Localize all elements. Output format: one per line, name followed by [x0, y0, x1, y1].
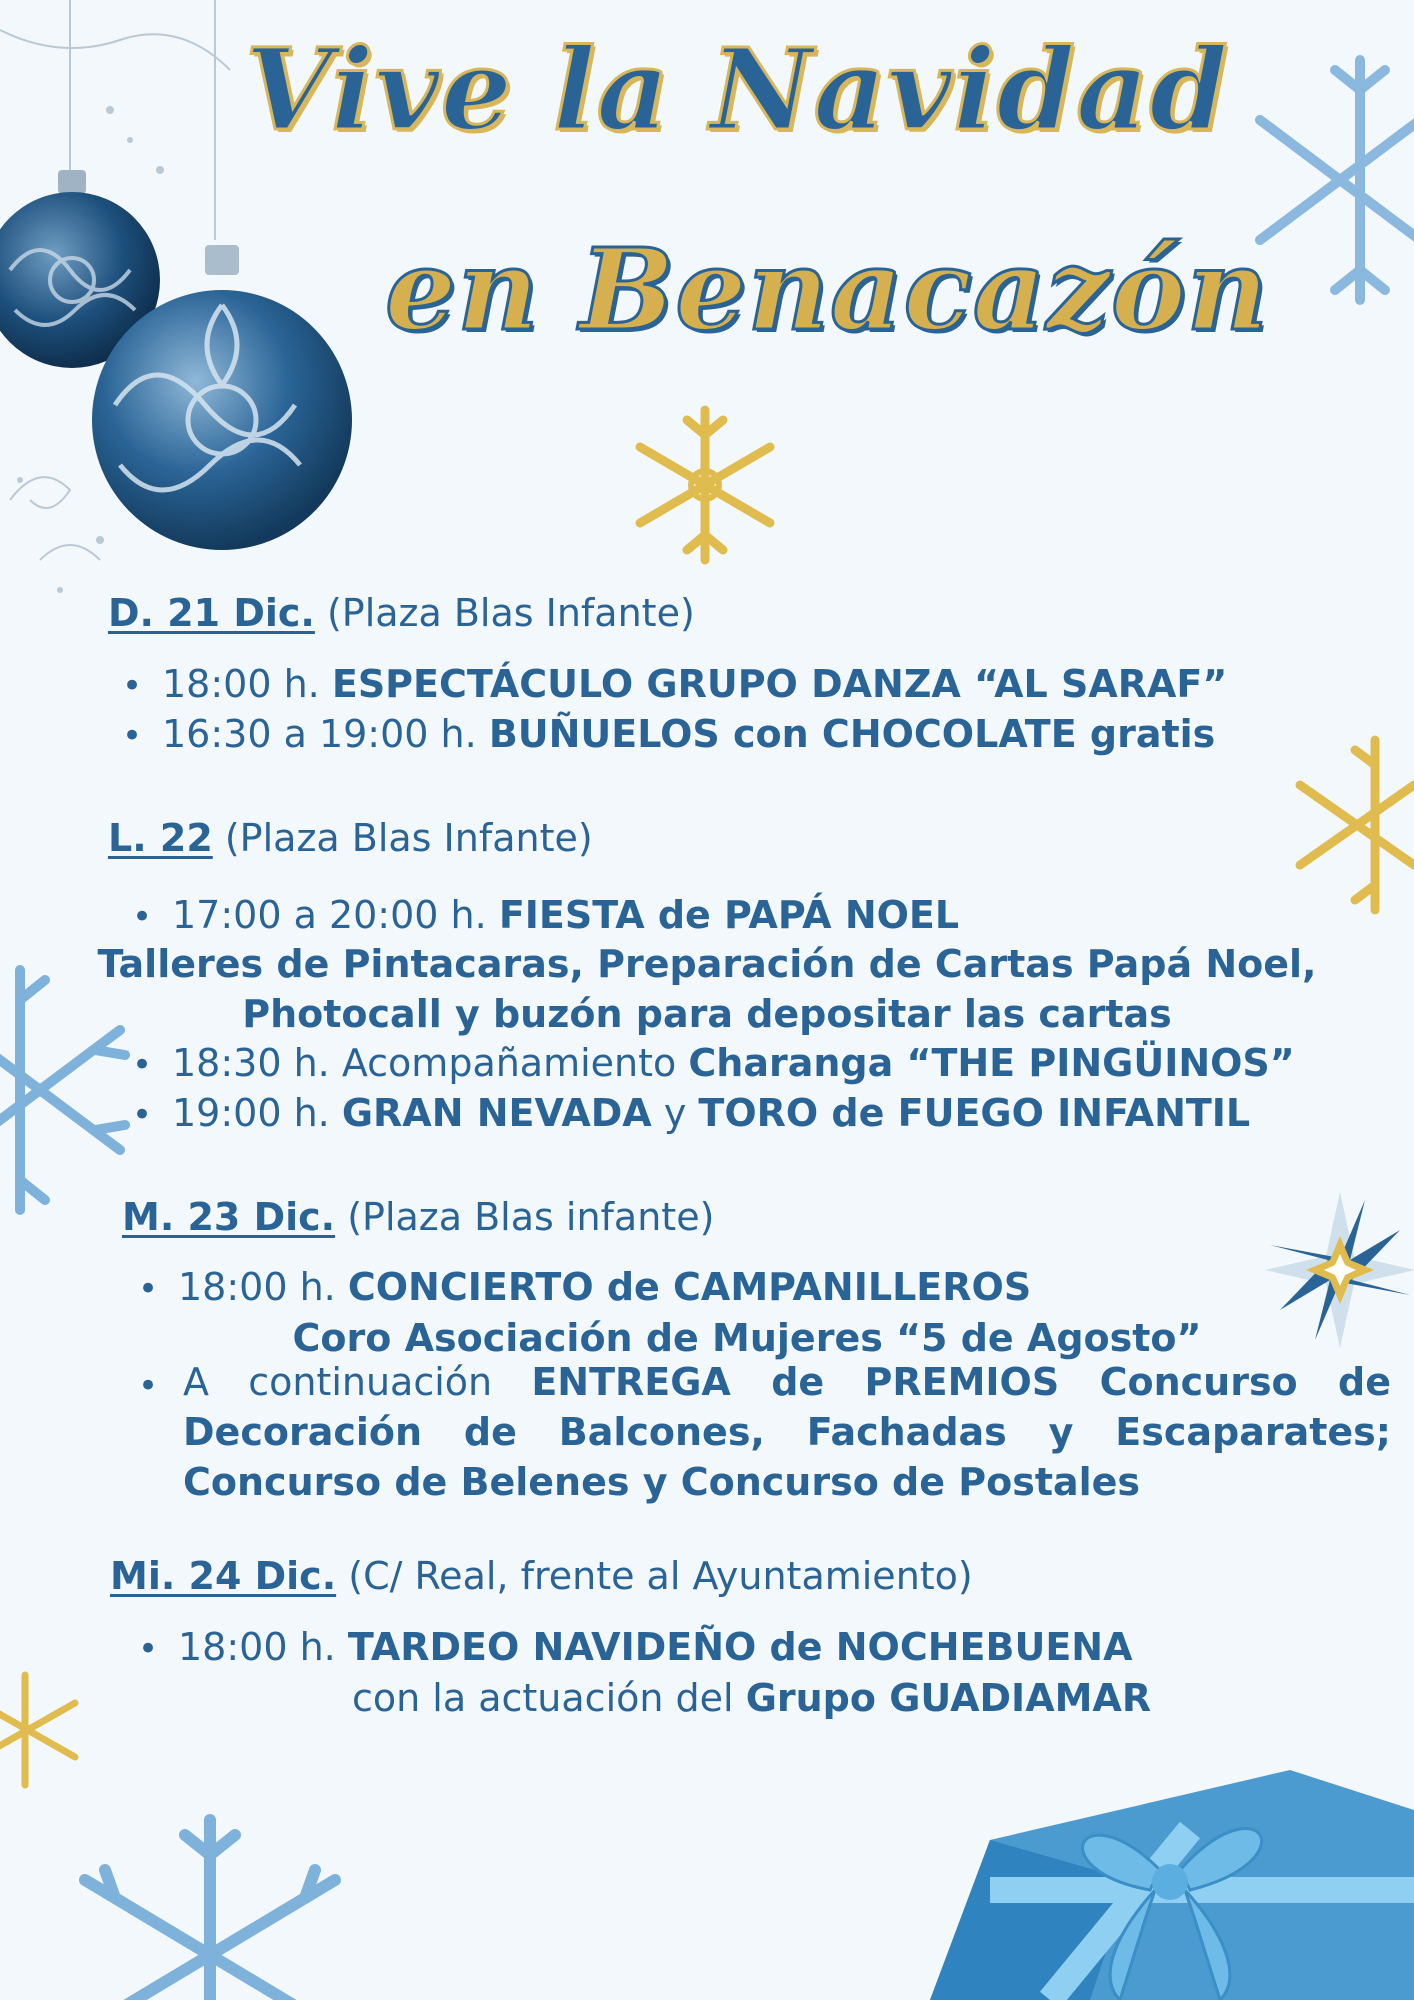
event-item [138, 1265, 1031, 1309]
day-label: Mi. 24 Dic. [110, 1554, 337, 1598]
day-location: (Plaza Blas infante) [347, 1195, 715, 1239]
event-title: CONCIERTO de CAMPANILLEROS [347, 1265, 1032, 1309]
snowflake-icon [45, 1800, 375, 2000]
snowflake-icon [630, 400, 780, 570]
day-heading-21 [108, 591, 695, 635]
event-item [122, 712, 1215, 756]
bullet-icon: • [138, 1366, 159, 1406]
event-title: TARDEO NAVIDEÑO de NOCHEBUENA [347, 1625, 1133, 1669]
detail-prefix: con la actuación del [352, 1676, 734, 1720]
event-connector: y [663, 1091, 687, 1135]
event-detail-line: Coro Asociación de Mujeres “5 de Agosto” [292, 1316, 1202, 1360]
day-label: L. 22 [108, 816, 213, 860]
day-label: D. 21 Dic. [108, 591, 315, 635]
poster-title-line2: en Benacazón [384, 225, 1270, 356]
event-title: ESPECTÁCULO GRUPO DANZA “AL SARAF” [331, 662, 1228, 706]
bullet-icon: • [122, 716, 143, 756]
day-label: M. 23 Dic. [122, 1195, 336, 1239]
event-title: FIESTA de PAPÁ NOEL [498, 893, 960, 937]
event-title: Charanga “THE PINGÜINOS” [688, 1041, 1295, 1085]
event-continuation [183, 1357, 1391, 1507]
event-title: GRAN NEVADA [341, 1091, 652, 1135]
bullet-icon: • [122, 666, 143, 706]
bullet-icon: • [132, 1095, 153, 1135]
continuation-prefix: A continuación [183, 1360, 493, 1404]
day-heading-23 [122, 1195, 714, 1239]
event-item [122, 662, 1227, 706]
bullet-icon: • [132, 897, 153, 937]
event-detail-line: Photocall y buzón para depositar las cartas [242, 992, 1172, 1036]
gift-box-icon [930, 1750, 1414, 2000]
event-time: 18:00 h. [162, 662, 320, 706]
day-location: (C/ Real, frente al Ayuntamiento) [348, 1554, 973, 1598]
snowflake-icon [0, 1665, 85, 1795]
event-time: 17:00 a 20:00 h. [172, 893, 487, 937]
poster-title-line1: Vive la Navidad [245, 25, 1229, 156]
event-title: TORO de FUEGO INFANTIL [698, 1091, 1251, 1135]
continuation-text: ENTREGA de PREMIOS Concurso de Decoración de Balcones, Fachadas y Escaparates; Concurso de Belenes y Concurso de Postales [183, 1360, 1391, 1504]
event-time: 19:00 h. [172, 1091, 330, 1135]
snowflake-icon [1290, 730, 1414, 920]
event-item [132, 1091, 1250, 1135]
day-location: (Plaza Blas Infante) [326, 591, 695, 635]
event-detail-line: Talleres de Pintacaras, Preparación de Cartas Papá Noel, [97, 942, 1317, 986]
event-time: 18:00 h. [178, 1625, 336, 1669]
event-item [132, 893, 959, 937]
bullet-icon: • [132, 1045, 153, 1085]
event-time: 18:30 h. Acompañamiento [172, 1041, 677, 1085]
event-item [132, 1041, 1295, 1085]
event-item [138, 1625, 1133, 1669]
bullet-icon: • [138, 1269, 159, 1309]
bullet-icon: • [138, 1629, 159, 1669]
event-time: 18:00 h. [178, 1265, 336, 1309]
day-heading-24 [110, 1554, 973, 1598]
event-time: 16:30 a 19:00 h. [162, 712, 477, 756]
event-detail-line [352, 1676, 1151, 1720]
event-title: BUÑUELOS con CHOCOLATE gratis [488, 712, 1216, 756]
day-heading-22 [108, 816, 593, 860]
day-location: (Plaza Blas Infante) [224, 816, 593, 860]
detail-text: Grupo GUADIAMAR [745, 1676, 1152, 1720]
